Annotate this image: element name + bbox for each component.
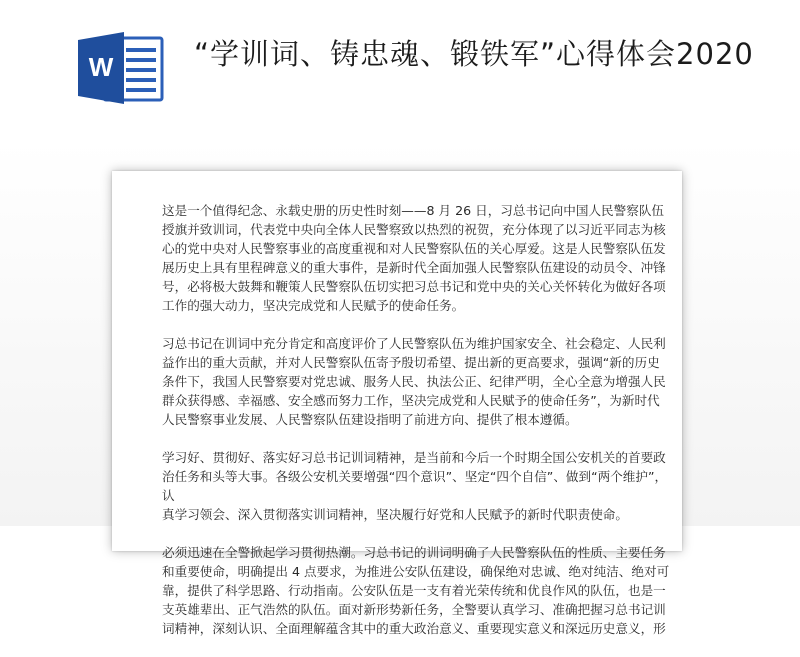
document-body xyxy=(162,182,672,657)
paragraph: 必须迅速在全警掀起学习贯彻热潮。习总书记的训词明确了人民警察队伍的性质、主要任务 和重要使命，明确提出 4 点要求，为推进公安队伍建设，确保绝对忠诚、绝对纯洁、绝对可 靠，提供了科学思路、行动指南。公安队伍是一支有着光荣传统和优良作风的队伍，也是一 支英雄辈出、正气浩然的队伍。面对新形势新任务，全警要认真学习、准确把握习总书记训 词精神，深刻认识、全面理解蕴含其中的重大政治意义、重要现实意义和深远历史意义，形 xyxy=(162,545,670,636)
word-icon-letter: W xyxy=(88,52,114,82)
page-title: “学训词、铸忠魂、锻铁军”心得体会2020 xyxy=(194,37,754,71)
word-document-icon xyxy=(74,30,166,106)
header xyxy=(0,0,800,160)
paragraph: 学习好、贯彻好、落实好习总书记训词精神，是当前和今后一个时期全国公安机关的首要政 治任务和头等大事。各级公安机关要增强“四个意识”、坚定“四个自信”、做到“两个维护”，认 真学习领会、深入贯彻落实训词精神，坚决履行好党和人民赋予的新时代职责使命。 xyxy=(162,450,668,522)
paragraph: 这是一个值得纪念、永载史册的历史性时刻——8 月 26 日，习总书记向中国人民警察队伍 授旗并致训词，代表党中央向全体人民警察致以热烈的祝贺，充分体现了以习近平同志为核 心的党中央对人民警察事业的高度重视和对人民警察队伍的关心厚爱。这是人民警察队伍发 展历史上具有里程碑意义的重大事件，是新时代全面加强人民警察队伍建设的动员令、冲锋 号，必将极大鼓舞和鞭策人民警察队伍切实把习总书记和党中央的关心关怀转化为做好各项 工作的强大动力，坚决完成党和人民赋予的使命任务。 xyxy=(162,203,666,313)
paragraph: 习总书记在训词中充分肯定和高度评价了人民警察队伍为维护国家安全、社会稳定、人民利 益作出的重大贡献，并对人民警察队伍寄予殷切希望、提出新的更高要求，强调“新的历史 条件下，我国人民警察要对党忠诚、服务人民、执法公正、纪律严明，全心全意为增强人民 群众获得感、幸福感、安全感而努力工作，坚决完成党和人民赋予的使命任务”，为新时代 人民警察事业发展、人民警察队伍建设指明了前进方向、提供了根本遵循。 xyxy=(162,336,666,427)
